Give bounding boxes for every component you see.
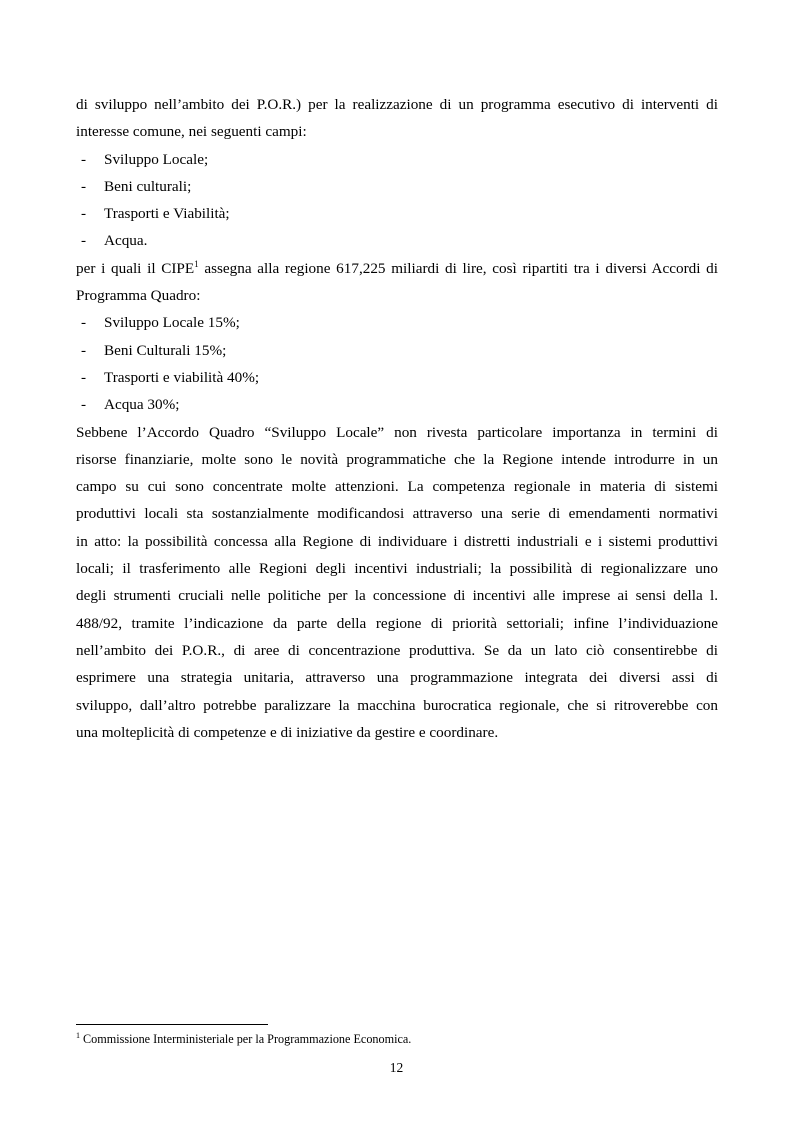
paragraph-line: 488/92, tramite l’indicazione da parte della regione di priorità settoriali; infine l’individuazione xyxy=(76,614,718,632)
share-item-text: Sviluppo Locale 15%; xyxy=(104,314,240,332)
list-dash: - xyxy=(81,396,87,414)
share-item xyxy=(76,337,718,364)
list-dash: - xyxy=(81,341,87,359)
paragraph-line: risorse finanziarie, molte sono le novità programmatiche che la Regione intende introdurre in un xyxy=(76,450,718,468)
share-item-text: Trasporti e viabilità 40%; xyxy=(104,368,260,386)
field-item-text: Acqua. xyxy=(104,232,148,250)
field-item xyxy=(76,200,718,227)
share-item-text: Acqua 30%; xyxy=(104,396,180,414)
list-dash: - xyxy=(81,205,87,223)
footnote-separator xyxy=(76,1024,268,1025)
share-item xyxy=(76,309,718,336)
share-item xyxy=(76,364,718,391)
list-dash: - xyxy=(81,232,87,250)
field-item xyxy=(76,227,718,254)
allocation-text-before: per i quali il CIPE xyxy=(76,259,195,277)
intro-line-1: di sviluppo nell’ambito dei P.O.R.) per la realizzazione di un programma esecutivo di interventi di xyxy=(76,96,718,113)
page-number: 12 xyxy=(389,1060,404,1075)
footnote-text: Commissione Interministeriale per la Programmazione Economica. xyxy=(80,1032,412,1046)
paragraph-line: locali; il trasferimento alle Regioni degli incentivi industriali; la possibilità di regionalizzare uno xyxy=(76,560,718,578)
field-item xyxy=(76,146,718,173)
share-item xyxy=(76,391,718,418)
body-text xyxy=(76,91,718,746)
paragraph-line: degli strumenti cruciali nelle politiche per la concessione di incentivi alle imprese ai sensi della l. xyxy=(76,587,718,605)
allocation-line-2: Programma Quadro: xyxy=(76,287,201,305)
paragraph-line: Sebbene l’Accordo Quadro “Sviluppo Locale” non rivesta particolare importanza in termini di xyxy=(76,423,718,441)
allocation-line-1 xyxy=(76,255,718,282)
field-item-text: Trasporti e Viabilità; xyxy=(104,205,230,223)
paragraph-last-line: una molteplicità di competenze e di iniziative da gestire e coordinare. xyxy=(76,723,499,741)
field-item-text: Beni culturali; xyxy=(104,177,192,195)
field-item xyxy=(76,173,718,200)
footnote-reference: 1 xyxy=(194,258,199,269)
list-dash: - xyxy=(81,368,87,386)
list-dash: - xyxy=(81,150,87,168)
list-dash: - xyxy=(81,177,87,195)
paragraph-line: esprimere una strategia unitaria, attraverso una programmazione integrata dei diversi assi di xyxy=(76,669,718,687)
paragraph-line: nell’ambito dei P.O.R., di aree di concentrazione produttiva. Se da un lato ciò consentirebbe di xyxy=(76,641,718,659)
paragraph-line: produttivi locali sta sostanzialmente modificandosi attraverso una serie di emendamenti normativi xyxy=(76,505,718,523)
paragraph-line: campo su cui sono concentrate molte attenzioni. La competenza regionale in materia di sistemi xyxy=(76,478,718,496)
allocation-text-after: assegna alla regione 617,225 miliardi di lire, così ripartiti tra i diversi Accordi di xyxy=(198,259,718,277)
intro-line-2: interesse comune, nei seguenti campi: xyxy=(76,123,307,141)
footnote-mark: 1 xyxy=(76,1031,80,1040)
field-item-text: Sviluppo Locale; xyxy=(104,150,209,168)
list-dash: - xyxy=(81,314,87,332)
share-item-text: Beni Culturali 15%; xyxy=(104,341,227,359)
footnote xyxy=(76,1031,411,1047)
paragraph-line: in atto: la possibilità concessa alla Regione di individuare i distretti industriali e i sistemi produttivi xyxy=(76,532,718,550)
paragraph-line: sviluppo, dall’altro potrebbe paralizzare la macchina burocratica regionale, che si ritroverebbe con xyxy=(76,696,718,714)
